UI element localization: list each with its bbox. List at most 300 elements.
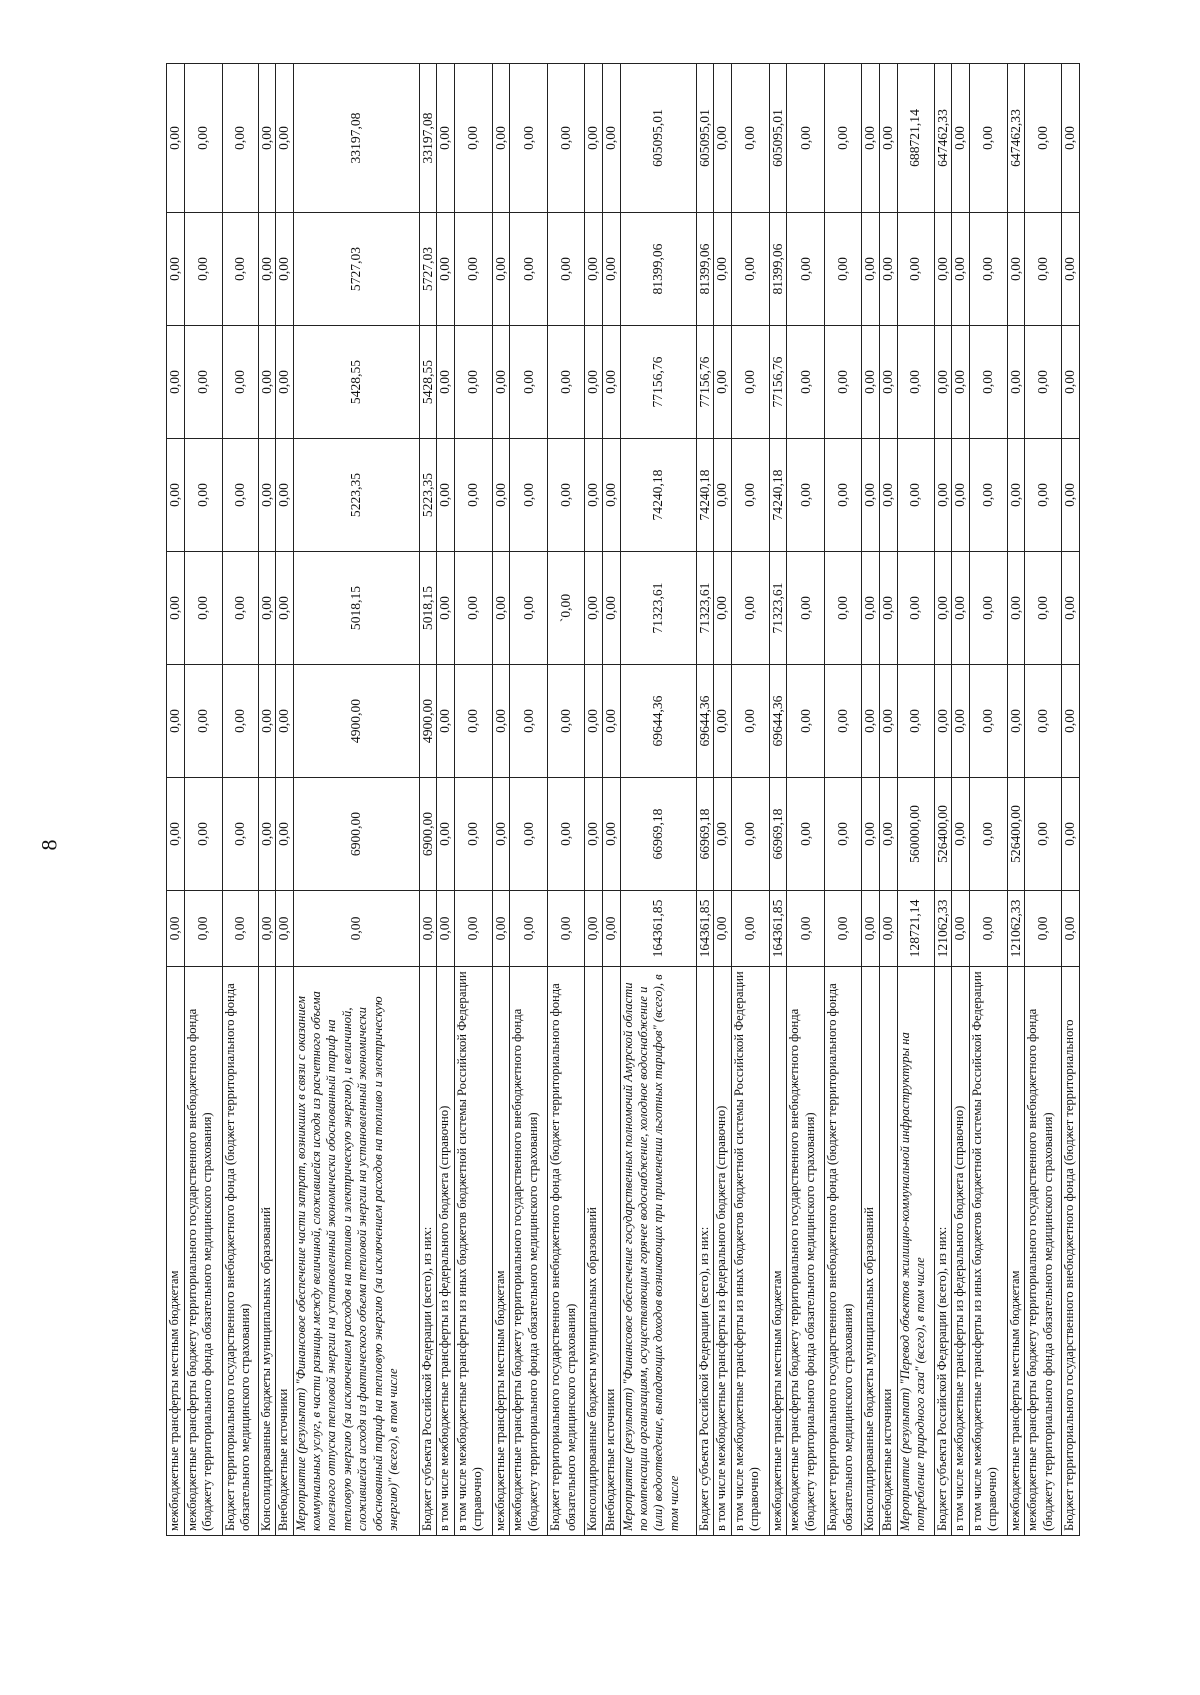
value-cell: 0,00: [787, 778, 825, 891]
value-cell: 0,00: [825, 439, 862, 552]
value-cell: 0,00: [714, 213, 732, 326]
table-row: [258, 64, 276, 1536]
value-cell: 0,00: [258, 778, 276, 891]
value-cell: 0,00: [454, 891, 492, 967]
value-cell: 5727,03: [293, 213, 419, 326]
value-cell: 0,00: [969, 552, 1007, 665]
value-cell: 71323,61: [769, 552, 787, 665]
value-cell: 0,00: [787, 64, 825, 213]
value-cell: `0,00: [548, 552, 585, 665]
value-cell: 0,00: [603, 665, 621, 778]
value-cell: 0,00: [184, 778, 222, 891]
value-cell: 0,00: [585, 439, 603, 552]
value-cell: 0,00: [603, 213, 621, 326]
value-cell: 69644,36: [696, 665, 714, 778]
value-cell: 0,00: [952, 778, 970, 891]
value-cell: 0,00: [258, 326, 276, 439]
value-cell: 0,00: [510, 778, 548, 891]
value-cell: 560000,00: [897, 778, 934, 891]
value-cell: 0,00: [276, 778, 294, 891]
value-cell: 0,00: [585, 552, 603, 665]
table-row: [1062, 64, 1080, 1536]
value-cell: 5428,55: [293, 326, 419, 439]
row-label: Консолидированные бюджеты муниципальных образований: [585, 967, 603, 1536]
row-label: межбюджетные трансферты местным бюджетам: [769, 967, 787, 1536]
table-row: [510, 64, 548, 1536]
value-cell: 0,00: [825, 665, 862, 778]
value-cell: 0,00: [969, 439, 1007, 552]
value-cell: 0,00: [731, 439, 769, 552]
value-cell: 0,00: [952, 326, 970, 439]
value-cell: 6900,00: [293, 778, 419, 891]
value-cell: 0,00: [603, 64, 621, 213]
value-cell: 0,00: [548, 891, 585, 967]
value-cell: 0,00: [1007, 439, 1025, 552]
value-cell: 0,00: [969, 326, 1007, 439]
value-cell: 0,00: [437, 326, 455, 439]
value-cell: 0,00: [492, 213, 510, 326]
value-cell: 69644,36: [620, 665, 696, 778]
value-cell: 0,00: [492, 665, 510, 778]
value-cell: 0,00: [787, 552, 825, 665]
row-label: Бюджет территориального государственного внебюджетного фонда (бюджет территориального фонда обязательного медицинского страхования): [548, 967, 585, 1536]
value-cell: 0,00: [952, 552, 970, 665]
value-cell: 0,00: [1007, 552, 1025, 665]
table-row-measure: [897, 64, 934, 1536]
value-cell: 0,00: [492, 326, 510, 439]
value-cell: 5018,15: [419, 552, 437, 665]
value-cell: 0,00: [258, 891, 276, 967]
value-cell: 0,00: [934, 213, 952, 326]
value-cell: 4900,00: [293, 665, 419, 778]
row-label: Внебюджетные источники: [276, 967, 294, 1536]
table-row: [276, 64, 294, 1536]
value-cell: 33197,08: [419, 64, 437, 213]
row-label: в том числе межбюджетные трансферты из иных бюджетов бюджетной системы Российской Федерации (справочно): [731, 967, 769, 1536]
rotated-table-frame: [166, 64, 1143, 1536]
value-cell: 121062,33: [934, 891, 952, 967]
value-cell: 0,00: [787, 891, 825, 967]
value-cell: 0,00: [714, 439, 732, 552]
row-label: Бюджет территориального государственного внебюджетного фонда (бюджет территориального фонда обязательного медицинского страхования): [825, 967, 862, 1536]
value-cell: 5223,35: [293, 439, 419, 552]
value-cell: 77156,76: [769, 326, 787, 439]
value-cell: 0,00: [714, 326, 732, 439]
value-cell: 0,00: [787, 326, 825, 439]
value-cell: 5428,55: [419, 326, 437, 439]
row-label: межбюджетные трансферты бюджету территориального государственного внебюджетного фонда (бюджету территориального фонда обязательного медицинского страхования): [787, 967, 825, 1536]
row-label: межбюджетные трансферты бюджету территориального государственного внебюджетного фонда (бюджету территориального фонда обязательного медицинского страхования): [184, 967, 222, 1536]
value-cell: 0,00: [1062, 439, 1080, 552]
value-cell: 0,00: [258, 213, 276, 326]
value-cell: 0,00: [222, 552, 258, 665]
value-cell: 0,00: [167, 891, 185, 967]
value-cell: 0,00: [862, 326, 880, 439]
value-cell: 0,00: [454, 665, 492, 778]
value-cell: 0,00: [167, 665, 185, 778]
value-cell: 0,00: [585, 665, 603, 778]
value-cell: 0,00: [1025, 326, 1062, 439]
value-cell: 0,00: [1062, 64, 1080, 213]
table-row: [437, 64, 455, 1536]
value-cell: 0,00: [258, 64, 276, 213]
value-cell: 0,00: [825, 778, 862, 891]
value-cell: 0,00: [969, 213, 1007, 326]
value-cell: 0,00: [879, 439, 897, 552]
value-cell: 0,00: [454, 439, 492, 552]
value-cell: 0,00: [585, 213, 603, 326]
value-cell: 0,00: [825, 64, 862, 213]
value-cell: 0,00: [1025, 552, 1062, 665]
value-cell: 0,00: [167, 64, 185, 213]
value-cell: 0,00: [454, 778, 492, 891]
value-cell: 0,00: [603, 326, 621, 439]
value-cell: 0,00: [879, 778, 897, 891]
value-cell: 0,00: [952, 213, 970, 326]
value-cell: 0,00: [787, 439, 825, 552]
table-row: [222, 64, 258, 1536]
value-cell: 0,00: [1062, 326, 1080, 439]
table-row: [787, 64, 825, 1536]
table-row: [696, 64, 714, 1536]
row-label: Внебюджетные источники: [603, 967, 621, 1536]
value-cell: 0,00: [897, 552, 934, 665]
value-cell: 0,00: [437, 213, 455, 326]
value-cell: 0,00: [603, 439, 621, 552]
value-cell: 0,00: [222, 778, 258, 891]
table-row: [1025, 64, 1062, 1536]
value-cell: 0,00: [1062, 213, 1080, 326]
value-cell: 0,00: [787, 213, 825, 326]
value-cell: 0,00: [585, 891, 603, 967]
value-cell: 0,00: [825, 891, 862, 967]
table-row: [1007, 64, 1025, 1536]
value-cell: 0,00: [585, 64, 603, 213]
value-cell: 0,00: [1007, 326, 1025, 439]
value-cell: 0,00: [731, 326, 769, 439]
table-row: [184, 64, 222, 1536]
table-row: [492, 64, 510, 1536]
value-cell: 0,00: [1025, 439, 1062, 552]
value-cell: 0,00: [862, 213, 880, 326]
table-row-measure: [293, 64, 419, 1536]
value-cell: 0,00: [184, 64, 222, 213]
value-cell: 0,00: [492, 64, 510, 213]
table-row: [714, 64, 732, 1536]
row-label: Бюджет субъекта Российской Федерации (всего), из них:: [934, 967, 952, 1536]
value-cell: 0,00: [969, 665, 1007, 778]
value-cell: 0,00: [714, 665, 732, 778]
value-cell: 0,00: [167, 213, 185, 326]
row-label: в том числе межбюджетные трансферты из федерального бюджета (справочно): [437, 967, 455, 1536]
value-cell: 0,00: [1062, 778, 1080, 891]
value-cell: 0,00: [222, 326, 258, 439]
value-cell: 0,00: [454, 213, 492, 326]
value-cell: 0,00: [510, 665, 548, 778]
value-cell: 0,00: [222, 64, 258, 213]
value-cell: 0,00: [222, 665, 258, 778]
value-cell: 121062,33: [1007, 891, 1025, 967]
value-cell: 0,00: [167, 439, 185, 552]
table-row-measure: [620, 64, 696, 1536]
value-cell: 605095,01: [769, 64, 787, 213]
value-cell: 0,00: [731, 891, 769, 967]
value-cell: 77156,76: [696, 326, 714, 439]
value-cell: 66969,18: [769, 778, 787, 891]
value-cell: 0,00: [879, 891, 897, 967]
value-cell: 71323,61: [696, 552, 714, 665]
value-cell: 0,00: [222, 213, 258, 326]
row-label: Консолидированные бюджеты муниципальных образований: [862, 967, 880, 1536]
value-cell: 0,00: [184, 213, 222, 326]
table-row: [934, 64, 952, 1536]
value-cell: 0,00: [184, 665, 222, 778]
value-cell: 0,00: [934, 665, 952, 778]
value-cell: 0,00: [1025, 64, 1062, 213]
table-row: [952, 64, 970, 1536]
value-cell: 0,00: [492, 552, 510, 665]
value-cell: 0,00: [437, 778, 455, 891]
row-label: в том числе межбюджетные трансферты из федерального бюджета (справочно): [952, 967, 970, 1536]
value-cell: 0,00: [934, 326, 952, 439]
value-cell: 0,00: [952, 439, 970, 552]
value-cell: 0,00: [1007, 665, 1025, 778]
value-cell: 4900,00: [419, 665, 437, 778]
value-cell: 0,00: [862, 891, 880, 967]
value-cell: 0,00: [548, 213, 585, 326]
value-cell: 0,00: [548, 778, 585, 891]
row-label: Бюджет субъекта Российской Федерации (всего), из них:: [696, 967, 714, 1536]
row-label: Мероприятие (результат) "Финансовое обеспечение государственных полномочий Амурской области по компенсации организациям, осуществляющим горячее водоснабжение, холодное водоснабжение и (или) водоотведение, выпадающих доходов возникающих при применении льготных тарифов" (всего), в том числе: [620, 967, 696, 1536]
row-label: Внебюджетные источники: [879, 967, 897, 1536]
value-cell: 0,00: [492, 778, 510, 891]
value-cell: 0,00: [1062, 891, 1080, 967]
table-row: [731, 64, 769, 1536]
value-cell: 128721,14: [897, 891, 934, 967]
value-cell: 0,00: [825, 213, 862, 326]
value-cell: 0,00: [862, 439, 880, 552]
value-cell: 0,00: [510, 552, 548, 665]
row-label: межбюджетные трансферты бюджету территориального государственного внебюджетного фонда (бюджету территориального фонда обязательного медицинского страхования): [510, 967, 548, 1536]
value-cell: 0,00: [222, 439, 258, 552]
value-cell: 0,00: [952, 64, 970, 213]
row-label: Бюджет территориального государственного внебюджетного фонда (бюджет территориального фонда обязательного медицинского страхования): [222, 967, 258, 1536]
value-cell: 0,00: [437, 891, 455, 967]
row-label: межбюджетные трансферты бюджету территориального государственного внебюджетного фонда (бюджету территориального фонда обязательного медицинского страхования): [1025, 967, 1062, 1536]
value-cell: 0,00: [454, 552, 492, 665]
table-row: [879, 64, 897, 1536]
value-cell: 0,00: [603, 891, 621, 967]
value-cell: 0,00: [897, 665, 934, 778]
row-label: межбюджетные трансферты местным бюджетам: [167, 967, 185, 1536]
value-cell: 0,00: [952, 891, 970, 967]
value-cell: 605095,01: [620, 64, 696, 213]
value-cell: 0,00: [879, 552, 897, 665]
table-row: [862, 64, 880, 1536]
value-cell: 0,00: [731, 64, 769, 213]
value-cell: 0,00: [862, 552, 880, 665]
value-cell: 0,00: [1025, 891, 1062, 967]
row-label: межбюджетные трансферты местным бюджетам: [492, 967, 510, 1536]
value-cell: 0,00: [258, 439, 276, 552]
value-cell: 5727,03: [419, 213, 437, 326]
value-cell: 33197,08: [293, 64, 419, 213]
value-cell: 0,00: [714, 552, 732, 665]
value-cell: 0,00: [276, 64, 294, 213]
row-label: Мероприятие (результат) "Перевод объектов жилищно-коммунальной инфраструктуры на потребление природного газа" (всего), в том числе: [897, 967, 934, 1536]
table-row: [548, 64, 585, 1536]
table-row: [603, 64, 621, 1536]
table-row: [969, 64, 1007, 1536]
value-cell: 0,00: [934, 552, 952, 665]
value-cell: 0,00: [585, 778, 603, 891]
row-label: Бюджет субъекта Российской Федерации (всего), из них:: [419, 967, 437, 1536]
value-cell: 0,00: [510, 891, 548, 967]
value-cell: 0,00: [603, 552, 621, 665]
value-cell: 0,00: [437, 439, 455, 552]
value-cell: 0,00: [222, 891, 258, 967]
value-cell: 0,00: [862, 665, 880, 778]
value-cell: 74240,18: [696, 439, 714, 552]
page-number: 8: [36, 839, 62, 851]
value-cell: 0,00: [276, 891, 294, 967]
value-cell: 5018,15: [293, 552, 419, 665]
value-cell: 5223,35: [419, 439, 437, 552]
value-cell: 0,00: [714, 891, 732, 967]
value-cell: 0,00: [258, 552, 276, 665]
value-cell: 164361,85: [769, 891, 787, 967]
row-label: межбюджетные трансферты местным бюджетам: [1007, 967, 1025, 1536]
value-cell: 0,00: [714, 778, 732, 891]
value-cell: 0,00: [184, 326, 222, 439]
value-cell: 0,00: [1062, 665, 1080, 778]
value-cell: 0,00: [731, 778, 769, 891]
value-cell: 0,00: [731, 213, 769, 326]
value-cell: 0,00: [419, 891, 437, 967]
value-cell: 647462,33: [1007, 64, 1025, 213]
value-cell: 0,00: [184, 439, 222, 552]
value-cell: 647462,33: [934, 64, 952, 213]
value-cell: 0,00: [276, 665, 294, 778]
value-cell: 0,00: [437, 665, 455, 778]
value-cell: 0,00: [879, 64, 897, 213]
value-cell: 0,00: [969, 778, 1007, 891]
value-cell: 0,00: [492, 439, 510, 552]
value-cell: 0,00: [510, 64, 548, 213]
value-cell: 0,00: [585, 326, 603, 439]
value-cell: 0,00: [731, 552, 769, 665]
value-cell: 0,00: [603, 778, 621, 891]
row-label: Мероприятие (результат) "Финансовое обеспечение части затрат, возникших в связи с оказанием коммунальных услуг, в части разницы между величиной, сложившейся исходя из расчетного объема полезного отпуска тепловой энергии на установленный экономически обоснованный тариф на тепловую энергию (за исключением расходов на топливо и электрическую энергию), и величиной, сложившейся исходя из фактического объема тепловой энергии на установленный экономически обоснованный тариф на тепловую энергию (за исключением расходов на топливо и электрическую энергию)" (всего), в том числе: [293, 967, 419, 1536]
value-cell: 77156,76: [620, 326, 696, 439]
value-cell: 0,00: [862, 64, 880, 213]
value-cell: 0,00: [167, 552, 185, 665]
value-cell: 0,00: [969, 64, 1007, 213]
value-cell: 0,00: [276, 439, 294, 552]
value-cell: 74240,18: [620, 439, 696, 552]
value-cell: 0,00: [897, 213, 934, 326]
value-cell: 66969,18: [696, 778, 714, 891]
row-label: Консолидированные бюджеты муниципальных образований: [258, 967, 276, 1536]
value-cell: 0,00: [934, 439, 952, 552]
value-cell: 0,00: [454, 64, 492, 213]
value-cell: 0,00: [1025, 665, 1062, 778]
row-label: в том числе межбюджетные трансферты из федерального бюджета (справочно): [714, 967, 732, 1536]
value-cell: 0,00: [548, 326, 585, 439]
value-cell: 0,00: [548, 665, 585, 778]
value-cell: 0,00: [897, 326, 934, 439]
value-cell: 0,00: [437, 552, 455, 665]
value-cell: 0,00: [510, 439, 548, 552]
value-cell: 0,00: [276, 552, 294, 665]
value-cell: 0,00: [879, 213, 897, 326]
row-label: в том числе межбюджетные трансферты из иных бюджетов бюджетной системы Российской Федерации (справочно): [454, 967, 492, 1536]
value-cell: 0,00: [492, 891, 510, 967]
value-cell: 0,00: [184, 552, 222, 665]
budget-table: [166, 63, 1080, 1536]
value-cell: 0,00: [548, 439, 585, 552]
value-cell: 0,00: [1025, 213, 1062, 326]
value-cell: 0,00: [714, 64, 732, 213]
value-cell: 0,00: [510, 213, 548, 326]
value-cell: 0,00: [1025, 778, 1062, 891]
table-row: [167, 64, 185, 1536]
row-label: Бюджет территориального государственного внебюджетного фонда (бюджет территориального: [1062, 967, 1080, 1536]
table-row: [419, 64, 437, 1536]
value-cell: 164361,85: [696, 891, 714, 967]
value-cell: 0,00: [184, 891, 222, 967]
value-cell: 0,00: [825, 552, 862, 665]
value-cell: 0,00: [969, 891, 1007, 967]
value-cell: 164361,85: [620, 891, 696, 967]
value-cell: 0,00: [258, 665, 276, 778]
value-cell: 0,00: [731, 665, 769, 778]
value-cell: 0,00: [276, 326, 294, 439]
value-cell: 526400,00: [1007, 778, 1025, 891]
value-cell: 0,00: [787, 665, 825, 778]
value-cell: 0,00: [548, 64, 585, 213]
value-cell: 81399,06: [620, 213, 696, 326]
value-cell: 0,00: [1062, 552, 1080, 665]
value-cell: 71323,61: [620, 552, 696, 665]
value-cell: 0,00: [454, 326, 492, 439]
table-body: [167, 64, 1080, 1536]
value-cell: 605095,01: [696, 64, 714, 213]
value-cell: 6900,00: [419, 778, 437, 891]
value-cell: 0,00: [879, 665, 897, 778]
value-cell: 0,00: [952, 665, 970, 778]
value-cell: 0,00: [437, 64, 455, 213]
value-cell: 81399,06: [769, 213, 787, 326]
value-cell: 0,00: [1007, 213, 1025, 326]
table-row: [454, 64, 492, 1536]
value-cell: 0,00: [897, 439, 934, 552]
value-cell: 0,00: [510, 326, 548, 439]
value-cell: 0,00: [879, 326, 897, 439]
value-cell: 66969,18: [620, 778, 696, 891]
value-cell: 688721,14: [897, 64, 934, 213]
value-cell: 0,00: [293, 891, 419, 967]
table-row: [769, 64, 787, 1536]
table-row: [585, 64, 603, 1536]
row-label: в том числе межбюджетные трансферты из иных бюджетов бюджетной системы Российской Федерации (справочно): [969, 967, 1007, 1536]
value-cell: 74240,18: [769, 439, 787, 552]
value-cell: 0,00: [862, 778, 880, 891]
value-cell: 0,00: [167, 778, 185, 891]
value-cell: 81399,06: [696, 213, 714, 326]
value-cell: 69644,36: [769, 665, 787, 778]
value-cell: 0,00: [276, 213, 294, 326]
